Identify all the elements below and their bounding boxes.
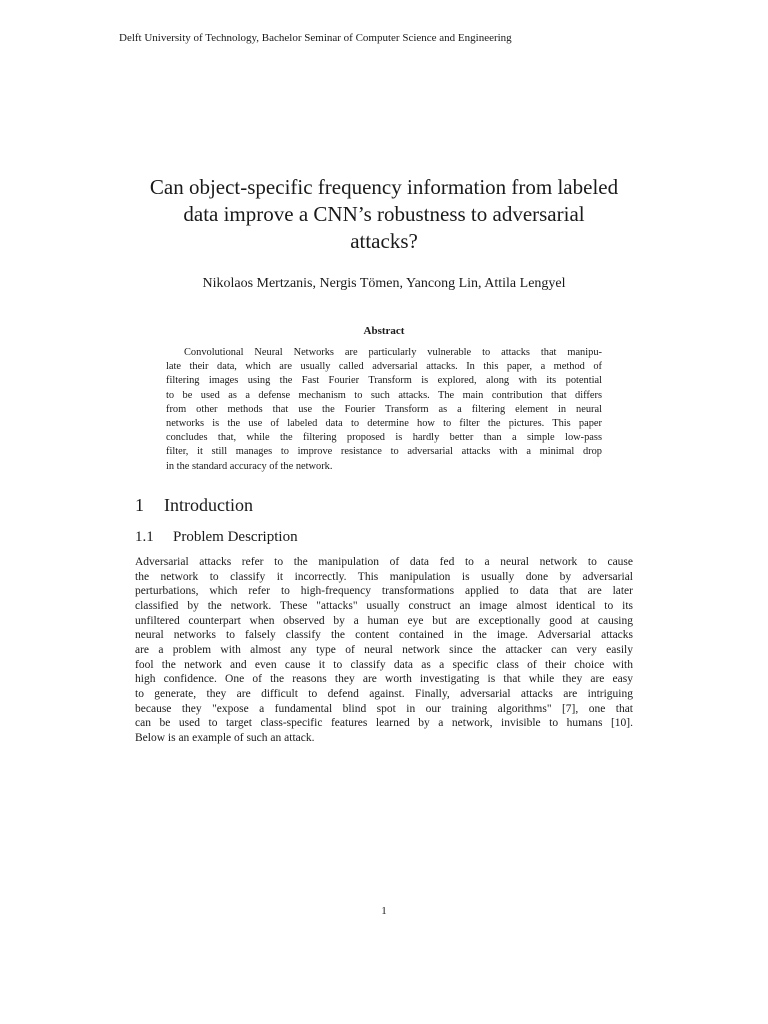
abstract-text [166,346,602,474]
body-paragraph [135,555,633,746]
body-line: because they "expose a fundamental blind spot in our training algorithms" [7], one that [135,702,633,715]
running-header: Delft University of Technology, Bachelor Seminar of Computer Science and Engineering [119,32,512,44]
paper-title [100,174,668,255]
body-line: perturbations, which refer to high-frequency transformations applied to data that are later [135,585,633,598]
title-line: data improve a CNN’s robustness to adversarial [183,202,585,226]
abstract-line: Convolutional Neural Networks are particularly vulnerable to attacks that manipu- [184,347,602,358]
abstract-line: to be used as a defense mechanism to such attacks. The main contribution that differs [166,389,602,401]
section-title: Introduction [164,495,253,515]
abstract-line: late their data, which are usually called adversarial attacks. In this paper, a method of [166,361,602,373]
abstract-line: concludes that, while the filtering proposed is hardly better than a simple low-pass [166,432,602,444]
abstract-line: from other methods that use the Fourier Transform as a filtering element in neural [166,403,602,415]
abstract-line: filtering images using the Fast Fourier Transform is explored, along with its potential [166,375,602,387]
body-line: Below is an example of such an attack. [135,731,315,744]
section-heading-introduction [135,494,253,516]
title-line: Can object-specific frequency information from labeled [149,175,619,199]
abstract-heading: Abstract [363,325,405,337]
body-line: can be used to target class-specific features learned by a network, invisible to humans [10]. [135,717,633,730]
abstract-line: in the standard accuracy of the network. [166,460,333,472]
title-line: attacks? [350,229,418,253]
abstract-line: filter, it still manages to improve resistance to adversarial attacks with a minimal drop [166,446,602,458]
section-number: 1 [135,495,144,515]
body-line: classified by the network. These "attacks" usually construct an image almost identical to its [135,599,633,612]
subsection-title: Problem Description [173,529,298,545]
body-line: neural networks to falsely classify the content contained in the image. Adversarial attacks [135,629,633,642]
body-line: unfiltered counterpart when observed by a human eye but are exceptionally good at causing [135,614,633,627]
page-number: 1 [381,905,387,917]
body-line: high confidence. One of the reasons they are worth investigating is that while they are easy [135,673,633,686]
abstract-line: networks is the use of labeled data to determine how to filter the pictures. This paper [166,418,602,430]
body-line: fool the network and even cause it to classify data as a specific class of their choice with [135,658,633,671]
subsection-number: 1.1 [135,529,154,545]
body-line: the network to classify it incorrectly. This manipulation is usually done by adversarial [135,570,633,583]
author-list: Nikolaos Mertzanis, Nergis Tömen, Yancong Lin, Attila Lengyel [202,276,566,291]
body-line: to generate, they are difficult to defend against. Finally, adversarial attacks are intriguing [135,687,633,700]
body-line: Adversarial attacks refer to the manipulation of data fed to a neural network to cause [135,556,633,568]
body-line: are a problem with almost any type of neural network since the attacker can very easily [135,643,633,656]
subsection-heading-problem-description [135,528,298,546]
